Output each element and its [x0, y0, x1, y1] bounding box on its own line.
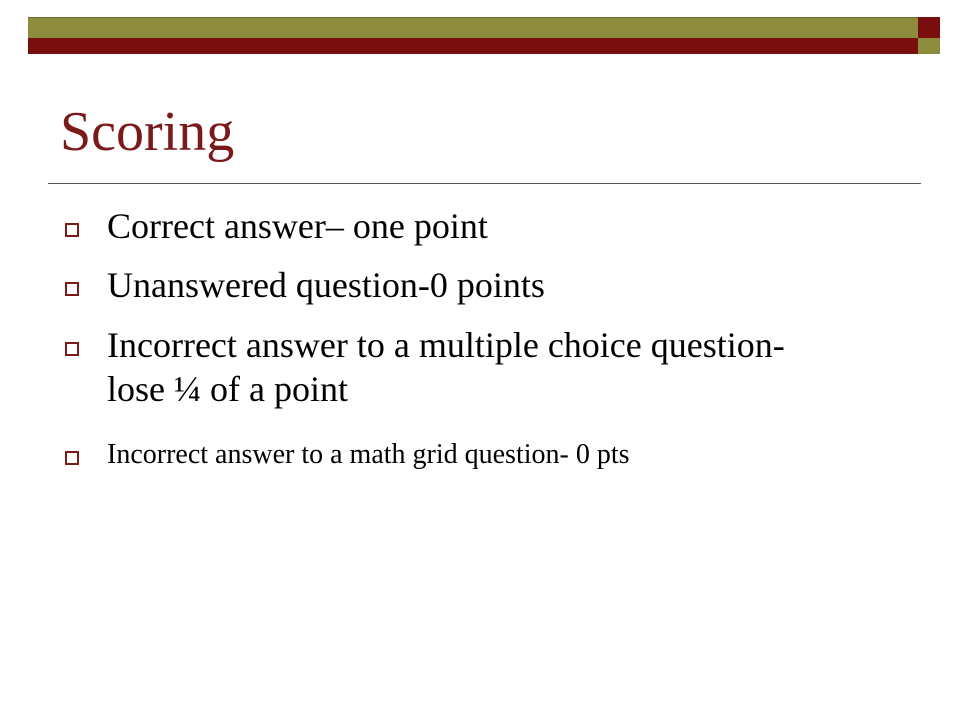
bullet-text: Incorrect answer to a math grid question- 0 pts — [107, 439, 630, 470]
bullet-text: Correct answer– one point — [107, 206, 488, 246]
red-stripe — [28, 38, 940, 54]
corner-red-square — [918, 17, 940, 38]
bullet-text: Incorrect answer to a multiple choice question- lose ¼ of a point — [107, 325, 785, 409]
hollow-square-icon — [65, 342, 79, 356]
olive-stripe — [28, 17, 940, 38]
hollow-square-icon — [65, 451, 79, 465]
hollow-square-icon — [65, 223, 79, 237]
corner-olive-square — [918, 38, 940, 54]
header-decoration — [0, 0, 960, 56]
hollow-square-icon — [65, 282, 79, 296]
title-divider — [48, 183, 921, 184]
slide-title: Scoring — [60, 101, 235, 163]
bullet-text: Unanswered question-0 points — [107, 265, 545, 305]
